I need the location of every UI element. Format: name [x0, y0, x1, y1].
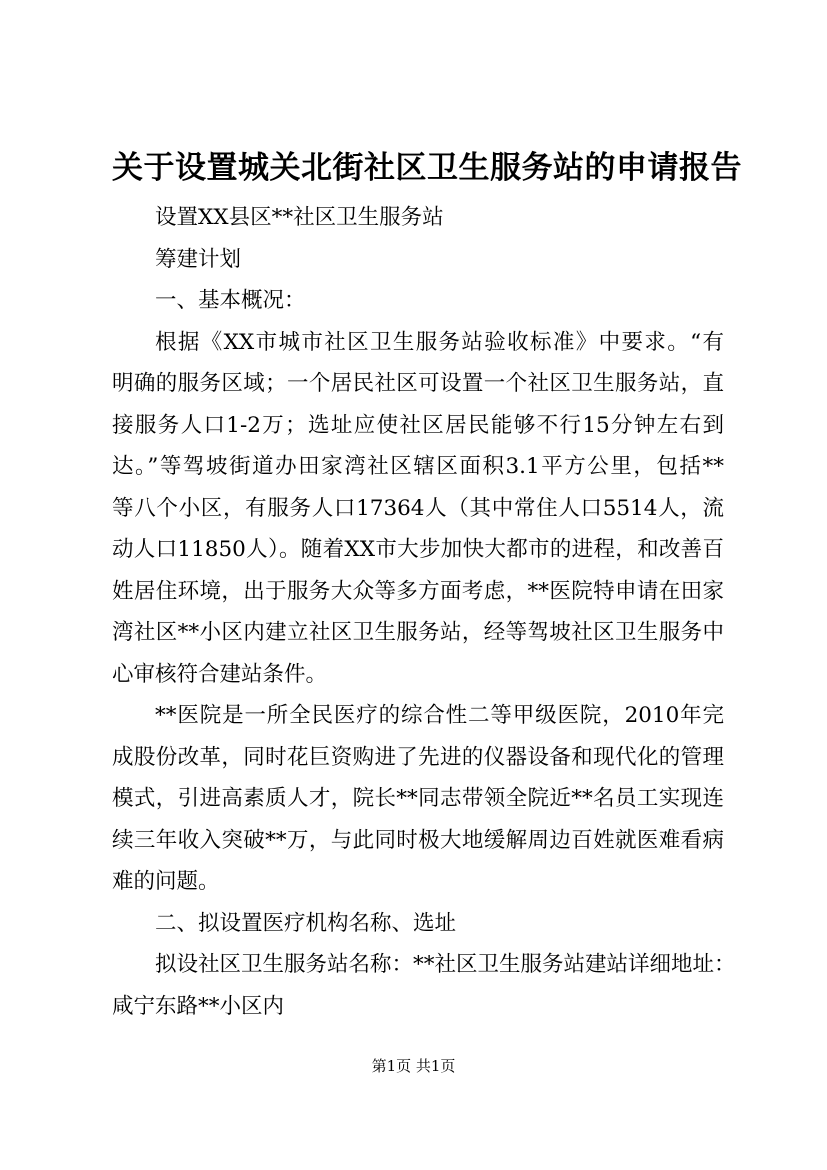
paragraph-line: 达。”等驾坡街道办田家湾社区辖区面积3.1平方公里，包括**: [112, 454, 724, 479]
paragraph-line: 拟设社区卫生服务站名称：**社区卫生服务站建站详细地址：: [155, 952, 736, 977]
document-title: 关于设置城关北街社区卫生服务站的申请报告: [112, 150, 742, 186]
paragraph-line: 咸宁东路**小区内: [112, 993, 285, 1019]
paragraph-line: 难的问题。: [112, 869, 220, 894]
paragraph-line: 等八个小区，有服务人口17364人（其中常住人口5514人，流: [112, 495, 724, 521]
paragraph-line: **医院是一所全民医疗的综合性二等甲级医院，2010年完: [155, 703, 724, 728]
paragraph-line: 续三年收入突破**万，与此同时极大地缓解周边百姓就医难看病: [112, 827, 724, 853]
paragraph-line: 动人口11850人）。随着XX市大步加快大都市的进程，和改善百: [112, 537, 724, 562]
page-footer: 第1页 共1页: [371, 1057, 456, 1075]
paragraph-line: 心审核符合建站条件。: [112, 661, 328, 687]
paragraph-line: 成股份改革，同时花巨资购进了先进的仪器设备和现代化的管理: [112, 744, 724, 770]
body-line: 设置XX县区**社区卫生服务站: [155, 205, 444, 230]
paragraph-line: 湾社区**小区内建立社区卫生服务站，经等驾坡社区卫生服务中: [112, 620, 724, 645]
section-heading: 一、基本概况：: [155, 288, 306, 313]
paragraph-line: 姓居住环境，出于服务大众等多方面考虑，**医院特申请在田家: [112, 578, 724, 604]
paragraph-line: 明确的服务区域；一个居民社区可设置一个社区卫生服务站，直: [112, 371, 724, 396]
paragraph-line: 接服务人口1-2万；选址应使社区居民能够不行15分钟左右到: [112, 412, 724, 438]
document-body: [112, 197, 736, 1027]
paragraph-line: 模式，引进高素质人才，院长**同志带领全院近**名员工实现连: [112, 786, 724, 811]
paragraph-line: 根据《XX市城市社区卫生服务站验收标准》中要求。“有: [155, 329, 724, 355]
body-line: 筹建计划: [155, 246, 242, 272]
section-heading: 二、拟设置医疗机构名称、选址: [155, 910, 457, 936]
